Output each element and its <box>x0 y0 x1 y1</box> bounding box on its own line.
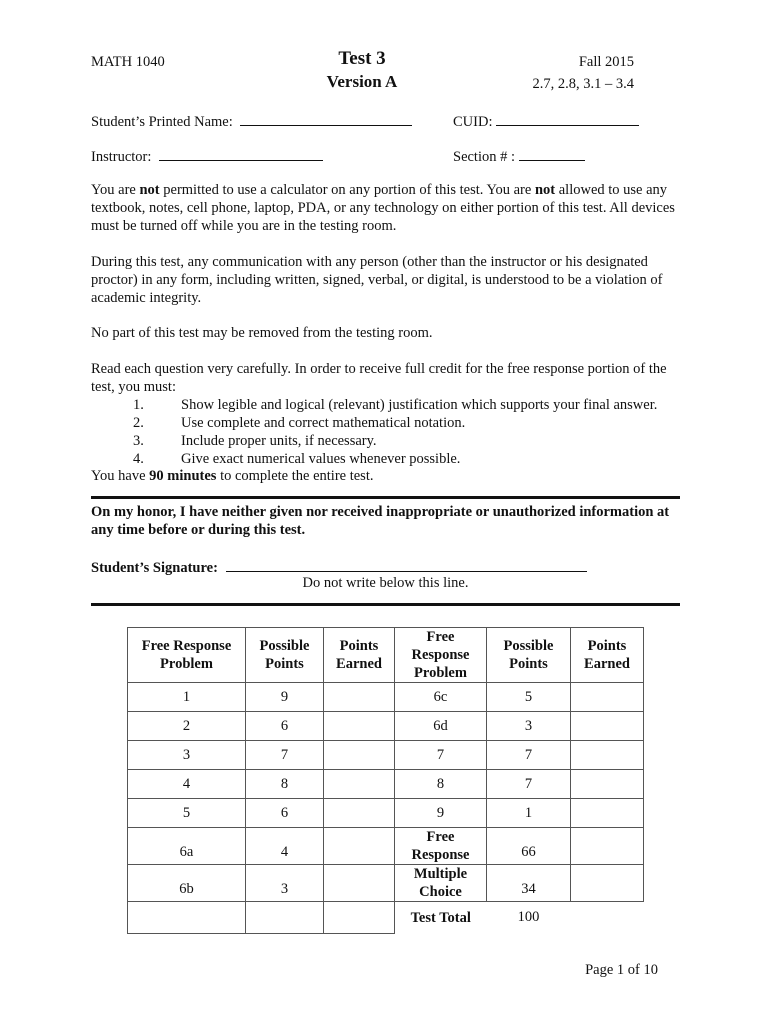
points-earned-cell[interactable] <box>324 770 395 799</box>
instructor-blank[interactable] <box>159 146 323 161</box>
empty-cell <box>246 902 324 934</box>
points-earned-cell[interactable] <box>324 741 395 770</box>
signature-label: Student’s Signature: <box>91 560 218 576</box>
points-earned-cell[interactable] <box>324 799 395 828</box>
student-name-label: Student’s Printed Name: <box>91 114 233 130</box>
bottom-divider <box>91 603 680 606</box>
removal-paragraph: No part of this test may be removed from the testing room. <box>91 325 433 341</box>
points-earned-cell[interactable] <box>571 712 644 741</box>
points-earned-cell[interactable] <box>324 683 395 712</box>
header-points-earned-right: Points Earned <box>571 628 644 683</box>
cuid-label: CUID: <box>453 114 493 130</box>
points-earned-cell[interactable] <box>571 741 644 770</box>
header-fr-problem: Free Response Problem <box>128 628 246 683</box>
test-title: Test 3 <box>338 48 386 69</box>
section-field[interactable] <box>453 146 585 166</box>
sections-covered: 2.7, 2.8, 3.1 – 3.4 <box>532 76 634 92</box>
test-total-earned-cell <box>571 902 644 934</box>
term: Fall 2015 <box>578 54 634 70</box>
instructor-label: Instructor: <box>91 149 152 165</box>
points-earned-cell[interactable] <box>571 799 644 828</box>
empty-cell <box>128 902 246 934</box>
table-header-row <box>128 628 644 683</box>
empty-cell <box>324 902 395 934</box>
table-row: 4 8 8 7 <box>128 770 644 799</box>
honor-statement: On my honor, I have neither given nor received inappropriate or unauthorized information at any time before or during this test. <box>91 504 670 538</box>
table-row: 6b 3 Multiple Choice 34 <box>128 865 644 902</box>
list-item: 4. Give exact numerical values whenever possible. <box>133 451 461 467</box>
course-code: MATH 1040 <box>91 54 165 70</box>
points-earned-cell[interactable] <box>324 712 395 741</box>
multiple-choice-earned-cell[interactable] <box>571 865 644 902</box>
test-version: Version A <box>326 72 398 91</box>
do-not-write-note: Do not write below this line. <box>302 575 469 591</box>
student-name-field[interactable] <box>91 111 412 131</box>
table-row: 1 9 6c 5 <box>128 683 644 712</box>
list-item: 1. Show legible and logical (relevant) justification which supports your final answer. <box>133 397 658 413</box>
table-row <box>128 902 644 934</box>
table-row: 5 6 9 1 <box>128 799 644 828</box>
signature-blank[interactable] <box>226 557 587 572</box>
calculator-policy-paragraph: You are not permitted to use a calculator on any portion of this test. You are not allowed to use any textbook, notes, cell phone, laptop, PDA, or any technology on either portion of this test. All devices must be turned off while you are in the testing room. <box>91 182 675 234</box>
instructor-field[interactable] <box>91 146 323 166</box>
section-blank[interactable] <box>519 146 585 161</box>
integrity-paragraph: During this test, any communication with any person (other than the instructor or his designated proctor) in any form, including written, signed, verbal, or digital, is understood to be a violation of academic integrity. <box>91 254 663 306</box>
score-table <box>127 627 644 934</box>
header-points-earned: Points Earned <box>324 628 395 683</box>
section-label: Section # : <box>453 149 516 165</box>
header-possible-points: Possible Points <box>246 628 324 683</box>
free-response-label: Free Response <box>395 828 487 865</box>
table-row: 3 7 7 7 <box>128 741 644 770</box>
points-earned-cell[interactable] <box>571 683 644 712</box>
test-total-points: 100 <box>487 902 571 934</box>
time-limit: You have 90 minutes to complete the entire test. <box>91 468 374 484</box>
free-response-earned-cell[interactable] <box>571 828 644 865</box>
instructions-paragraph: Read each question very carefully. In order to receive full credit for the free response portion of the test, you must: <box>91 361 667 395</box>
top-divider <box>91 496 680 499</box>
points-earned-cell[interactable] <box>571 770 644 799</box>
list-item: 3. Include proper units, if necessary. <box>133 433 377 449</box>
instruction-list <box>133 396 657 468</box>
header-fr-problem-right: Free Response Problem <box>395 628 487 683</box>
list-item: 2. Use complete and correct mathematical notation. <box>133 415 466 431</box>
student-name-blank[interactable] <box>240 111 412 126</box>
multiple-choice-label: Multiple Choice <box>395 865 487 902</box>
cuid-field[interactable] <box>453 111 639 131</box>
cuid-blank[interactable] <box>496 111 639 126</box>
table-row: 6a 4 Free Response 66 <box>128 828 644 865</box>
table-row: 2 6 6d 3 <box>128 712 644 741</box>
test-total-label: Test Total <box>395 902 487 934</box>
points-earned-cell[interactable] <box>324 865 395 902</box>
page-number: Page 1 of 10 <box>585 962 658 978</box>
points-earned-cell[interactable] <box>324 828 395 865</box>
header-possible-points-right: Possible Points <box>487 628 571 683</box>
